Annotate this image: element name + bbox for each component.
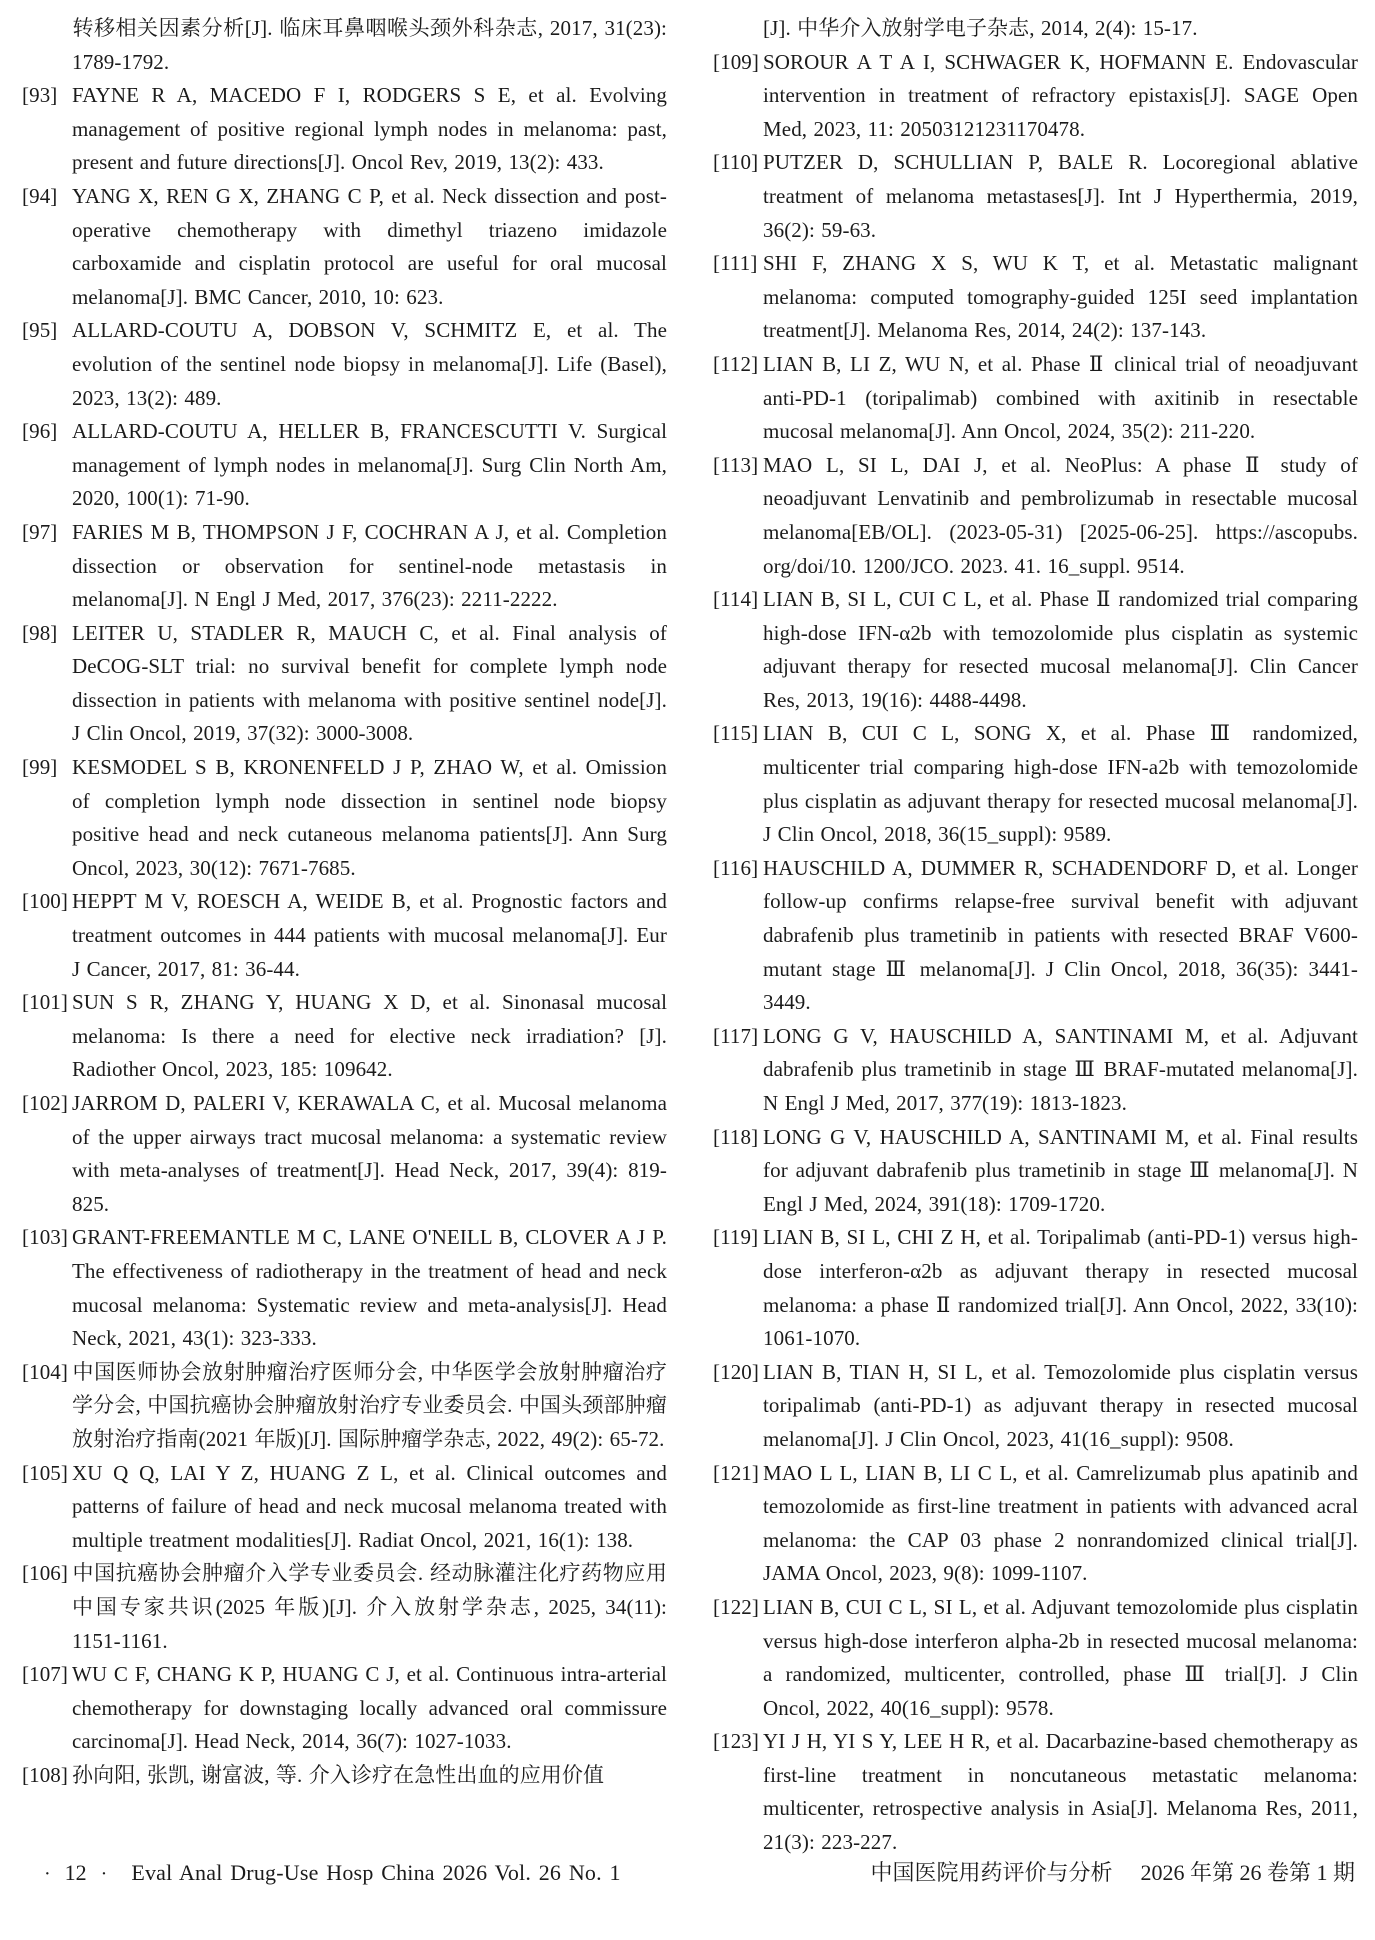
references-column-left	[22, 12, 667, 1860]
reference-item	[22, 516, 667, 617]
reference-item	[713, 449, 1358, 583]
reference-number: [119]	[713, 1225, 759, 1250]
reference-item	[713, 1356, 1358, 1457]
reference-item	[22, 1087, 667, 1221]
reference-item	[713, 717, 1358, 851]
reference-item	[713, 1725, 1358, 1859]
reference-text: XU Q Q, LAI Y Z, HUANG Z L, et al. Clinical outcomes and patterns of failure of head and neck mucosal melanoma treated with multiple treatment modalities[J]. Radiat Oncol, 2021, 16(1): 138.	[72, 1460, 667, 1552]
reference-text: MAO L L, LIAN B, LI C L, et al. Camrelizumab plus apatinib and temozolomide as first-line treatment in patients with advanced acral melanoma: the CAP 03 phase 2 nonrandomized clinical trial[J]. JAMA Oncol, 2023, 9(8): 1099-1107.	[763, 1460, 1358, 1586]
reference-number: [122]	[713, 1594, 759, 1619]
reference-text: LIAN B, CUI C L, SI L, et al. Adjuvant temozolomide plus cisplatin versus high-dose interferon alpha-2b in resected mucosal melanoma: a randomized, multicenter, controlled, phase Ⅲ trial[J]. J Clin Oncol, 2022, 40(16_suppl): 9578.	[763, 1594, 1358, 1720]
reference-number: [97]	[22, 519, 58, 544]
page-footer	[0, 1858, 1375, 1889]
reference-item	[713, 46, 1358, 147]
reference-number: [123]	[713, 1729, 759, 1754]
reference-item	[22, 986, 667, 1087]
footer-dot-right: ·	[100, 1863, 108, 1885]
reference-number: [102]	[22, 1091, 68, 1115]
reference-text: LIAN B, LI Z, WU N, et al. Phase Ⅱ clinical trial of neoadjuvant anti-PD-1 (toripalimab) combined with axitinib in resectable mucosal melanoma[J]. Ann Oncol, 2024, 35(2): 211-220.	[763, 351, 1358, 444]
reference-text: YI J H, YI S Y, LEE H R, et al. Dacarbazine-based chemotherapy as first-line treatment in noncutaneous metastatic melanoma: multicenter, retrospective analysis in Asia[J]. Melanoma Res, 2011, 21(3): 223-227.	[763, 1729, 1358, 1855]
reference-item	[22, 1221, 667, 1355]
reference-item	[22, 1658, 667, 1759]
reference-number: [120]	[713, 1359, 759, 1384]
reference-number: [111]	[713, 251, 758, 276]
reference-text: LIAN B, SI L, CHI Z H, et al. Toripalimab (anti-PD-1) versus high-dose interferon-α2b as adjuvant therapy in resected mucosal melanoma: a phase Ⅱ randomized trial[J]. Ann Oncol, 2022, 33(10): 1061-1070.	[763, 1225, 1358, 1351]
reference-item	[713, 1020, 1358, 1121]
reference-item	[22, 12, 667, 79]
reference-number: [96]	[22, 419, 58, 444]
reference-number: [101]	[22, 990, 68, 1015]
reference-item	[22, 79, 667, 180]
reference-text: FAYNE R A, MACEDO F I, RODGERS S E, et al. Evolving management of positive regional lymph nodes in melanoma: past, present and future directions[J]. Oncol Rev, 2019, 13(2): 433.	[72, 83, 667, 175]
reference-text: LONG G V, HAUSCHILD A, SANTINAMI M, et al. Adjuvant dabrafenib plus trametinib in stage Ⅲ BRAF-mutated melanoma[J]. N Engl J Med, 2017, 377(19): 1813-1823.	[763, 1023, 1358, 1115]
reference-number: [106]	[22, 1561, 68, 1586]
reference-text: GRANT-FREEMANTLE M C, LANE O'NEILL B, CLOVER A J P. The effectiveness of radiotherapy in the treatment of head and neck mucosal melanoma: Systematic review and meta-analysis[J]. Head Neck, 2021, 43(1): 323-333.	[72, 1225, 667, 1351]
footer-dot-left: ·	[44, 1863, 51, 1885]
reference-text: LIAN B, TIAN H, SI L, et al. Temozolomide plus cisplatin versus toripalimab (anti-PD-1) as adjuvant therapy in resected mucosal melanoma[J]. J Clin Oncol, 2023, 41(16_suppl): 9508.	[763, 1359, 1358, 1451]
reference-text: FARIES M B, THOMPSON J F, COCHRAN A J, et al. Completion dissection or observation for sentinel-node metastasis in melanoma[J]. N Engl J Med, 2017, 376(23): 2211-2222.	[72, 519, 667, 612]
reference-text: LONG G V, HAUSCHILD A, SANTINAMI M, et al. Final results for adjuvant dabrafenib plus trametinib in stage Ⅲ melanoma[J]. N Engl J Med, 2024, 391(18): 1709-1720.	[763, 1124, 1358, 1216]
reference-text: ALLARD-COUTU A, DOBSON V, SCHMITZ E, et al. The evolution of the sentinel node biopsy in melanoma[J]. Life (Basel), 2023, 13(2): 489.	[72, 318, 667, 410]
reference-text: ALLARD-COUTU A, HELLER B, FRANCESCUTTI V. Surgical management of lymph nodes in melanoma[J]. Surg Clin North Am, 2020, 100(1): 71-90.	[72, 419, 667, 511]
reference-item	[713, 1591, 1358, 1725]
reference-text: LIAN B, CUI C L, SONG X, et al. Phase Ⅲ randomized, multicenter trial comparing high-dose IFN-a2b with temozolomide plus cisplatin as adjuvant therapy for resected mucosal melanoma[J]. J Clin Oncol, 2018, 36(15_suppl): 9589.	[763, 721, 1358, 847]
reference-text: SHI F, ZHANG X S, WU K T, et al. Metastatic malignant melanoma: computed tomography-guided 125I seed implantation treatment[J]. Melanoma Res, 2014, 24(2): 137-143.	[763, 251, 1358, 343]
references-column-right	[713, 12, 1358, 1860]
reference-number: [121]	[713, 1460, 759, 1485]
reference-number: [109]	[713, 49, 759, 74]
reference-text: KESMODEL S B, KRONENFELD J P, ZHAO W, et al. Omission of completion lymph node dissection in sentinel node biopsy positive head and neck cutaneous melanoma patients[J]. Ann Surg Oncol, 2023, 30(12): 7671-7685.	[72, 755, 667, 880]
footer-right	[870, 1858, 1355, 1888]
reference-text: [J]. 中华介入放射学电子杂志, 2014, 2(4): 15-17.	[763, 16, 1198, 40]
reference-text: 中国抗癌协会肿瘤介入学专业委员会. 经动脉灌注化疗药物应用中国专家共识(2025 年版)[J]. 介入放射学杂志, 2025, 34(11): 1151-1161.	[72, 1561, 667, 1653]
reference-number: [93]	[22, 83, 58, 108]
reference-item	[713, 12, 1358, 46]
footer-journal-chinese: 中国医院用药评价与分析	[870, 1860, 1113, 1885]
reference-item	[713, 583, 1358, 717]
reference-text: 中国医师协会放射肿瘤治疗医师分会, 中华医学会放射肿瘤治疗学分会, 中国抗癌协会肿瘤放射治疗专业委员会. 中国头颈部肿瘤放射治疗指南(2021 年版)[J]. 国际肿瘤学杂志, 2022, 49(2): 65-72.	[72, 1359, 667, 1451]
reference-item	[22, 1557, 667, 1658]
reference-number: [105]	[22, 1460, 68, 1485]
reference-text: YANG X, REN G X, ZHANG C P, et al. Neck dissection and post-operative chemotherapy with dimethyl triazeno imidazole carboxamide and cisplatin protocol are useful for oral mucosal melanoma[J]. BMC Cancer, 2010, 10: 623.	[72, 183, 667, 309]
reference-item	[713, 852, 1358, 1020]
reference-text: PUTZER D, SCHULLIAN P, BALE R. Locoregional ablative treatment of melanoma metastases[J]. Int J Hyperthermia, 2019, 36(2): 59-63.	[763, 150, 1358, 242]
reference-item	[22, 751, 667, 885]
reference-number: [113]	[713, 452, 759, 477]
reference-item	[22, 1356, 667, 1457]
reference-text: 转移相关因素分析[J]. 临床耳鼻咽喉头颈外科杂志, 2017, 31(23): 1789-1792.	[72, 16, 667, 74]
reference-number: [116]	[713, 855, 759, 880]
reference-number: [100]	[22, 889, 68, 914]
reference-item	[22, 885, 667, 986]
reference-number: [94]	[22, 183, 58, 208]
page-number: 12	[64, 1860, 87, 1885]
reference-item	[22, 1759, 667, 1793]
reference-item	[713, 1457, 1358, 1591]
reference-text: SOROUR A T A I, SCHWAGER K, HOFMANN E. Endovascular intervention in treatment of refractory epistaxis[J]. SAGE Open Med, 2023, 11: 20503121231170478.	[763, 49, 1358, 141]
reference-text: 孙向阳, 张凯, 谢富波, 等. 介入诊疗在急性出血的应用价值	[72, 1762, 605, 1787]
reference-number: [103]	[22, 1225, 68, 1250]
reference-item	[22, 180, 667, 314]
reference-item	[22, 617, 667, 751]
reference-number: [114]	[713, 587, 759, 612]
reference-item	[22, 415, 667, 516]
reference-number: [99]	[22, 755, 58, 780]
reference-text: LIAN B, SI L, CUI C L, et al. Phase Ⅱ randomized trial comparing high-dose IFN-α2b with temozolomide plus cisplatin as systemic adjuvant therapy for resected mucosal melanoma[J]. Clin Cancer Res, 2013, 19(16): 4488-4498.	[763, 587, 1358, 712]
reference-number: [98]	[22, 620, 58, 645]
reference-item	[713, 146, 1358, 247]
reference-text: WU C F, CHANG K P, HUANG C J, et al. Continuous intra-arterial chemotherapy for downstaging locally advanced oral commissure carcinoma[J]. Head Neck, 2014, 36(7): 1027-1033.	[72, 1662, 667, 1754]
reference-item	[713, 1121, 1358, 1222]
reference-number: [115]	[713, 721, 759, 746]
footer-issue-chinese: 2026 年第 26 卷第 1 期	[1140, 1860, 1355, 1885]
reference-number: [108]	[22, 1762, 68, 1787]
reference-number: [104]	[22, 1359, 68, 1384]
reference-item	[22, 314, 667, 415]
reference-item	[713, 348, 1358, 449]
reference-text: MAO L, SI L, DAI J, et al. NeoPlus: A phase Ⅱ study of neoadjuvant Lenvatinib and pembrolizumab in resectable mucosal melanoma[EB/OL]. (2023-05-31) [2025-06-25]. https://ascopubs. org/doi/10. 1200/JCO. 2023. 41. 16_suppl. 9514.	[763, 452, 1358, 578]
reference-text: SUN S R, ZHANG Y, HUANG X D, et al. Sinonasal mucosal melanoma: Is there a need for elective neck irradiation? [J]. Radiother Oncol, 2023, 185: 109642.	[72, 990, 667, 1082]
reference-number: [118]	[713, 1124, 759, 1149]
footer-journal-english: Eval Anal Drug-Use Hosp China 2026 Vol. 26 No. 1	[131, 1860, 621, 1885]
reference-number: [110]	[713, 150, 759, 175]
reference-number: [95]	[22, 318, 58, 343]
reference-item	[713, 1221, 1358, 1355]
reference-number: [112]	[713, 351, 759, 376]
reference-text: HEPPT M V, ROESCH A, WEIDE B, et al. Prognostic factors and treatment outcomes in 444 patients with mucosal melanoma[J]. Eur J Cancer, 2017, 81: 36-44.	[72, 889, 667, 981]
reference-item	[713, 247, 1358, 348]
reference-text: JARROM D, PALERI V, KERAWALA C, et al. Mucosal melanoma of the upper airways tract mucosal melanoma: a systematic review with meta-analyses of treatment[J]. Head Neck, 2017, 39(4): 819-825.	[72, 1091, 667, 1216]
reference-text: HAUSCHILD A, DUMMER R, SCHADENDORF D, et al. Longer follow-up confirms relapse-free survival benefit with adjuvant dabrafenib plus trametinib in patients with resected BRAF V600-mutant stage Ⅲ melanoma[J]. J Clin Oncol, 2018, 36(35): 3441-3449.	[763, 855, 1358, 1015]
reference-text: LEITER U, STADLER R, MAUCH C, et al. Final analysis of DeCOG-SLT trial: no survival benefit for complete lymph node dissection in patients with melanoma with positive sentinel node[J]. J Clin Oncol, 2019, 37(32): 3000-3008.	[72, 620, 667, 746]
reference-number: [117]	[713, 1023, 759, 1048]
reference-number: [107]	[22, 1662, 68, 1687]
reference-item	[22, 1457, 667, 1558]
footer-left	[30, 1858, 621, 1889]
